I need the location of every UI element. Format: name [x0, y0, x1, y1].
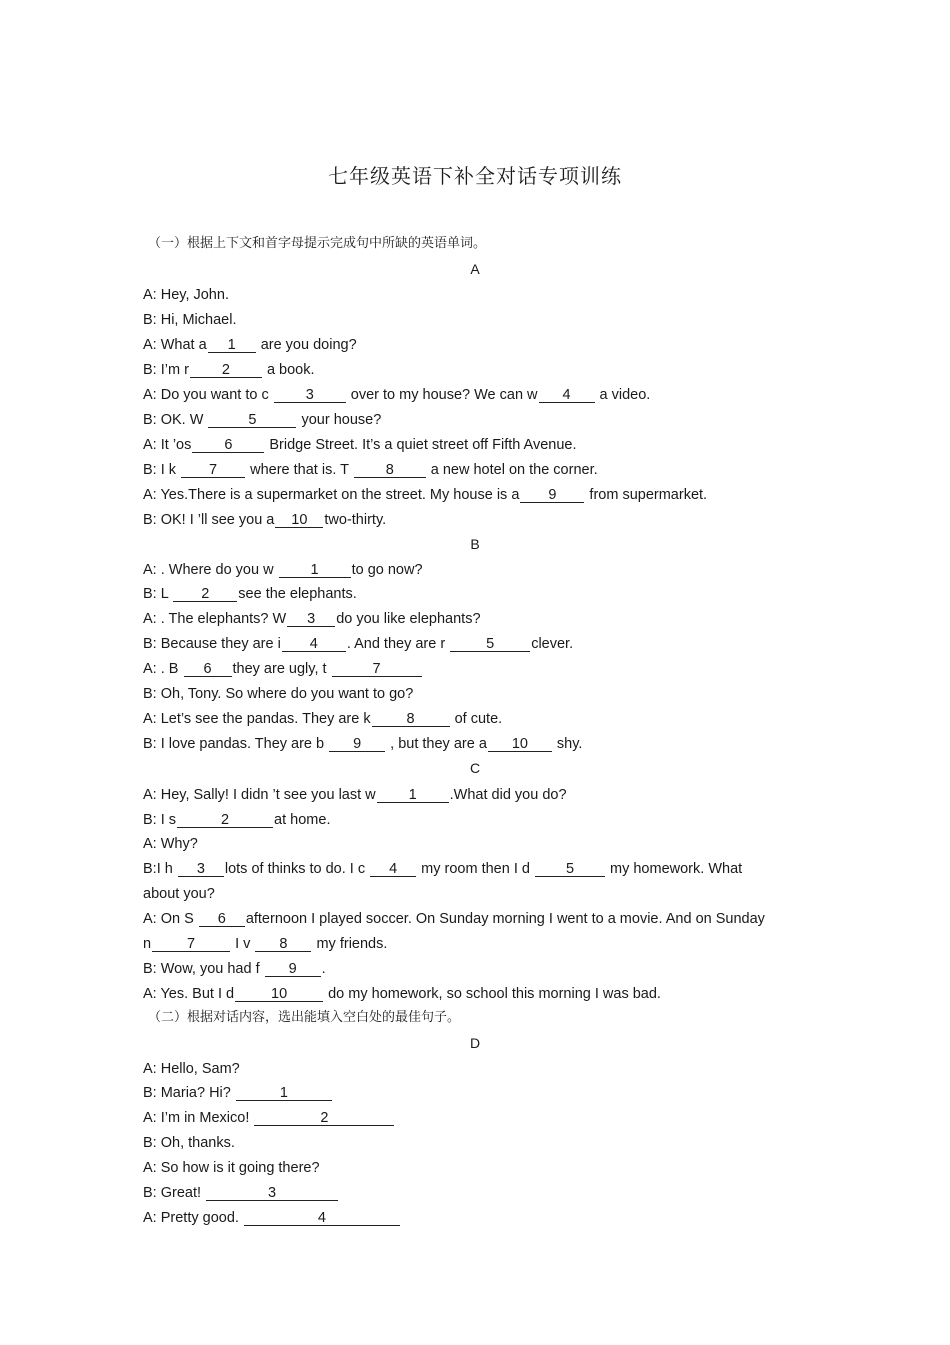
- dialogue-line: B: I s 2 at home.: [143, 812, 331, 828]
- answer-blank[interactable]: 5: [535, 862, 605, 877]
- dialogue-line: about you?: [143, 886, 215, 902]
- answer-blank[interactable]: 4: [282, 637, 346, 652]
- answer-blank[interactable]: 10: [488, 737, 552, 752]
- dialogue-line: B: OK. W 5 your house?: [143, 412, 382, 428]
- answer-blank[interactable]: 5: [450, 637, 530, 652]
- dialogue-line: A: Pretty good. 4: [143, 1209, 813, 1227]
- answer-blank[interactable]: 4: [244, 1211, 400, 1226]
- section-label-b: B: [470, 536, 480, 552]
- answer-blank[interactable]: 8: [372, 712, 450, 727]
- dialogue-line: A: . B 6 they are ugly, t 7: [143, 660, 813, 678]
- dialogue-line: A: It ’os 6 Bridge Street. It’s a quiet street off Fifth Avenue.: [143, 437, 577, 453]
- dialogue-line: A: Yes.There is a supermarket on the street. My house is a 9 from supermarket.: [143, 487, 708, 503]
- section-label-d: D: [469, 1035, 481, 1051]
- dialogue-line: A: Why?: [143, 836, 198, 852]
- page-title: 七年级英语下补全对话专项训练: [328, 164, 622, 188]
- dialogue-line: B: Oh, thanks.: [143, 1135, 235, 1151]
- answer-blank[interactable]: 8: [354, 463, 426, 478]
- answer-blank[interactable]: 3: [206, 1186, 338, 1201]
- dialogue-line: A: I’m in Mexico! 2: [143, 1109, 813, 1127]
- dialogue-line: A: Let’s see the pandas. They are k 8 of cute.: [143, 711, 503, 727]
- answer-blank[interactable]: 10: [275, 513, 323, 528]
- answer-blank[interactable]: 2: [254, 1111, 394, 1126]
- answer-blank[interactable]: 3: [287, 612, 335, 627]
- instruction-part-1: （一）根据上下文和首字母提示完成句中所缺的英语单词。: [148, 236, 487, 251]
- dialogue-line: B: Oh, Tony. So where do you want to go?: [143, 686, 414, 702]
- answer-blank[interactable]: 3: [178, 862, 224, 877]
- answer-blank[interactable]: 1: [279, 563, 351, 578]
- section-label-c: C: [469, 760, 481, 776]
- dialogue-line: B: Maria? Hi? 1: [143, 1084, 813, 1102]
- dialogue-line: B: L 2 see the elephants.: [143, 586, 357, 602]
- dialogue-line: A: So how is it going there?: [143, 1160, 320, 1176]
- dialogue-line: B: Hi, Michael.: [143, 312, 237, 328]
- answer-blank[interactable]: 8: [255, 937, 311, 952]
- answer-blank[interactable]: 2: [190, 363, 262, 378]
- dialogue-line: B: I love pandas. They are b 9 , but they are a 10 shy.: [143, 736, 583, 752]
- dialogue-line: A: Hey, John.: [143, 287, 229, 303]
- answer-blank[interactable]: 9: [329, 737, 385, 752]
- answer-blank[interactable]: 7: [332, 662, 422, 677]
- answer-blank[interactable]: 2: [173, 587, 237, 602]
- answer-blank[interactable]: 3: [274, 388, 346, 403]
- answer-blank[interactable]: 1: [208, 338, 256, 353]
- answer-blank[interactable]: 6: [199, 912, 245, 927]
- answer-blank[interactable]: 1: [377, 788, 449, 803]
- dialogue-line: B: Wow, you had f 9 .: [143, 961, 326, 977]
- dialogue-line: A: On S 6 afternoon I played soccer. On Sunday morning I went to a movie. And on Sunday: [143, 911, 765, 927]
- instruction-part-2: （二）根据对话内容，选出能填入空白处的最佳句子。: [148, 1010, 461, 1025]
- answer-blank[interactable]: 7: [152, 937, 230, 952]
- dialogue-line: B: I k 7 where that is. T 8 a new hotel on the corner.: [143, 462, 598, 478]
- dialogue-line: A: Hey, Sally! I didn ’t see you last w 1 .What did you do?: [143, 787, 567, 803]
- dialogue-line: A: Do you want to c 3 over to my house? We can w 4 a video.: [143, 387, 651, 403]
- dialogue-line: B: OK! I ’ll see you a 10 two-thirty.: [143, 512, 387, 528]
- answer-blank[interactable]: 9: [520, 488, 584, 503]
- dialogue-line: A: Yes. But I d 10 do my homework, so school this morning I was bad.: [143, 986, 661, 1002]
- answer-blank[interactable]: 4: [539, 388, 595, 403]
- dialogue-line: A: . The elephants? W 3 do you like elephants?: [143, 611, 481, 627]
- section-label-a: A: [470, 261, 480, 277]
- dialogue-line: A: Hello, Sam?: [143, 1061, 240, 1077]
- dialogue-line: B:I h 3 lots of thinks to do. I c 4 my room then I d 5 my homework. What: [143, 861, 743, 877]
- dialogue-line: A: . Where do you w 1 to go now?: [143, 562, 423, 578]
- answer-blank[interactable]: 10: [235, 987, 323, 1002]
- dialogue-line: B: Because they are i 4 . And they are r 5 clever.: [143, 636, 574, 652]
- answer-blank[interactable]: 5: [208, 413, 296, 428]
- answer-blank[interactable]: 4: [370, 862, 416, 877]
- dialogue-line: B: I’m r 2 a book.: [143, 362, 315, 378]
- dialogue-line: A: What a 1 are you doing?: [143, 337, 357, 353]
- answer-blank[interactable]: 6: [192, 438, 264, 453]
- answer-blank[interactable]: 1: [236, 1086, 332, 1101]
- dialogue-line: n 7 I v 8 my friends.: [143, 936, 388, 952]
- answer-blank[interactable]: 7: [181, 463, 245, 478]
- dialogue-line: B: Great! 3: [143, 1184, 813, 1202]
- answer-blank[interactable]: 2: [177, 813, 273, 828]
- answer-blank[interactable]: 9: [265, 962, 321, 977]
- answer-blank[interactable]: 6: [184, 662, 232, 677]
